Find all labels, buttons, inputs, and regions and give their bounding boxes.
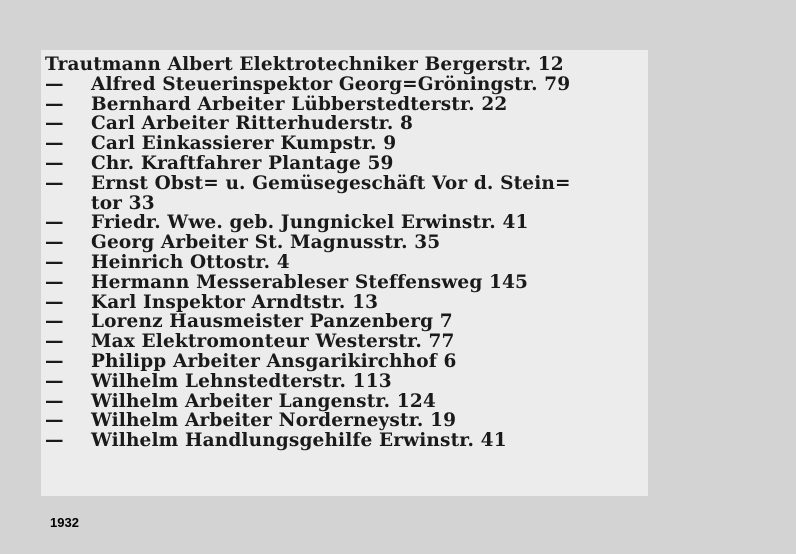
entry-text: Alfred Steuerinspektor Georg=Gröningstr. 79	[91, 73, 571, 95]
entry-text: Albert Elektrotechniker Bergerstr. 12	[167, 54, 564, 75]
ditto-dash: —	[45, 232, 64, 254]
ditto-dash: —	[45, 73, 64, 95]
directory-scan	[41, 50, 648, 496]
ditto-dash: —	[45, 430, 64, 452]
ditto-dash: —	[45, 370, 64, 392]
entry-surname: Trautmann	[45, 54, 161, 75]
entry-text: Wilhelm Arbeiter Norderneystr. 19	[91, 410, 457, 432]
ditto-dash: —	[45, 311, 64, 333]
directory-entry	[45, 75, 645, 95]
directory-entry	[45, 95, 645, 115]
directory-entry	[45, 372, 645, 392]
directory-entry	[45, 174, 645, 194]
ditto-dash: —	[45, 291, 64, 313]
ditto-dash: —	[45, 113, 64, 135]
ditto-dash: —	[45, 350, 64, 372]
directory-entry	[45, 213, 645, 233]
ditto-dash: —	[45, 271, 64, 293]
ditto-dash: —	[45, 251, 64, 273]
directory-entry	[45, 411, 645, 431]
ditto-dash: —	[45, 212, 64, 234]
entry-text: Karl Inspektor Arndtstr. 13	[91, 291, 379, 313]
entry-text: Georg Arbeiter St. Magnusstr. 35	[91, 232, 441, 254]
directory-entry	[45, 233, 645, 253]
entry-continuation	[45, 194, 645, 214]
year-caption: 1932	[50, 515, 79, 530]
directory-entry	[45, 253, 645, 273]
entry-text: Wilhelm Handlungsgehilfe Erwinstr. 41	[91, 430, 507, 452]
entry-text: Hermann Messerableser Steffensweg 145	[91, 271, 529, 293]
entry-text: Philipp Arbeiter Ansgarikirchhof 6	[91, 350, 457, 372]
directory-entry	[45, 352, 645, 372]
directory-entry	[45, 431, 645, 451]
entry-text: Max Elektromonteur Westerstr. 77	[91, 331, 455, 353]
entry-text: Heinrich Ottostr. 4	[91, 251, 290, 273]
ditto-dash: —	[45, 172, 64, 194]
directory-entries	[45, 55, 645, 451]
entry-text: Friedr. Wwe. geb. Jungnickel Erwinstr. 41	[91, 212, 529, 234]
directory-entry	[45, 114, 645, 134]
directory-entry	[45, 312, 645, 332]
ditto-dash: —	[45, 410, 64, 432]
entry-text: Ernst Obst= u. Gemüsegeschäft Vor d. Stein=	[91, 172, 571, 194]
ditto-dash: —	[45, 93, 64, 115]
entry-text: Wilhelm Lehnstedterstr. 113	[91, 370, 392, 392]
directory-entry	[45, 332, 645, 352]
directory-entry	[45, 134, 645, 154]
directory-entry	[45, 273, 645, 293]
entry-text: Chr. Kraftfahrer Plantage 59	[91, 152, 394, 174]
entry-text: Wilhelm Arbeiter Langenstr. 124	[91, 390, 436, 412]
directory-entry	[45, 154, 645, 174]
ditto-dash: —	[45, 152, 64, 174]
directory-entry	[45, 293, 645, 313]
entry-text: Carl Arbeiter Ritterhuderstr. 8	[91, 113, 414, 135]
entry-text: Lorenz Hausmeister Panzenberg 7	[91, 311, 453, 333]
entry-text: Carl Einkassierer Kumpstr. 9	[91, 133, 397, 155]
ditto-dash: —	[45, 390, 64, 412]
entry-continuation-text: tor 33	[91, 192, 155, 214]
entry-text: Bernhard Arbeiter Lübberstedterstr. 22	[91, 93, 508, 115]
directory-entry	[45, 392, 645, 412]
ditto-dash: —	[45, 331, 64, 353]
directory-entry	[45, 55, 645, 75]
ditto-dash: —	[45, 133, 64, 155]
